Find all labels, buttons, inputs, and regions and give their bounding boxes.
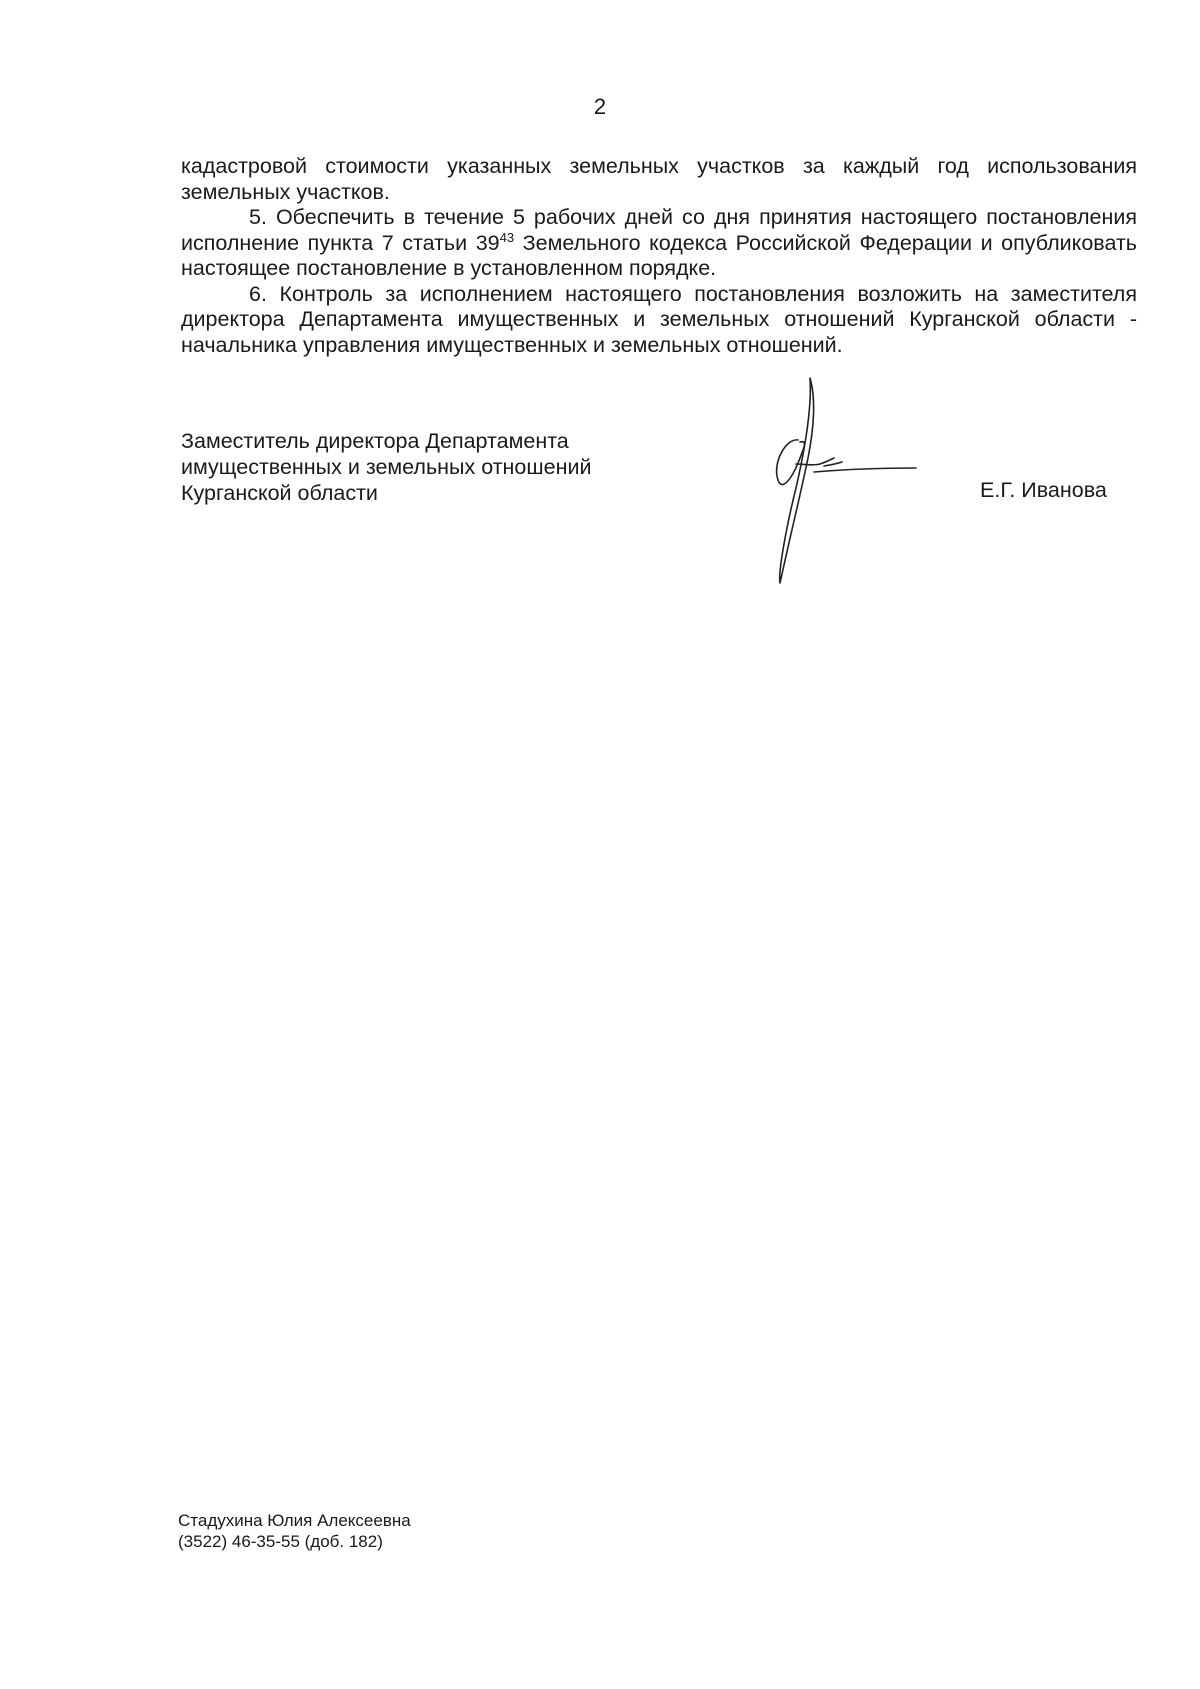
page-number: 2: [593, 94, 607, 119]
signatory-position-line-2: имущественных и земельных отношений: [181, 455, 592, 479]
executor-phone: (3522) 46-35-55 (доб. 182): [178, 1532, 383, 1551]
paragraph-6: 6. Контроль за исполнением настоящего постановления возложить на заместителя директора Департамента имущественных и земельных отношений Курганской области - начальника управления имущественных и земельных отношений.: [181, 281, 1137, 357]
paragraph-5: [181, 205, 1137, 282]
paragraph-5-text-start: 5. Обеспечить в течение 5 рабочих дней со дня принятия настоящего постановления исполнение пункта 7 статьи 39: [181, 205, 1137, 255]
article-superscript: 43: [499, 229, 515, 245]
document-body: [181, 154, 1137, 358]
handwritten-signature: [768, 368, 938, 588]
executor-contact: [178, 1510, 411, 1552]
signatory-position-line-3: Курганской области: [181, 481, 378, 505]
signatory-position-line-1: Заместитель директора Департамента: [181, 429, 569, 453]
signer-name: Е.Г. Иванова: [980, 478, 1107, 502]
executor-name: Стадухина Юлия Алексеевна: [178, 1511, 411, 1530]
paragraph-5-text-end: Земельного кодекса Российской Федерации и опубликовать настоящее постановление в установленном порядке.: [181, 230, 1137, 280]
paragraph-continuation: кадастровой стоимости указанных земельных участков за каждый год использования земельных участков.: [181, 154, 1137, 204]
signatory-position: [181, 428, 591, 506]
